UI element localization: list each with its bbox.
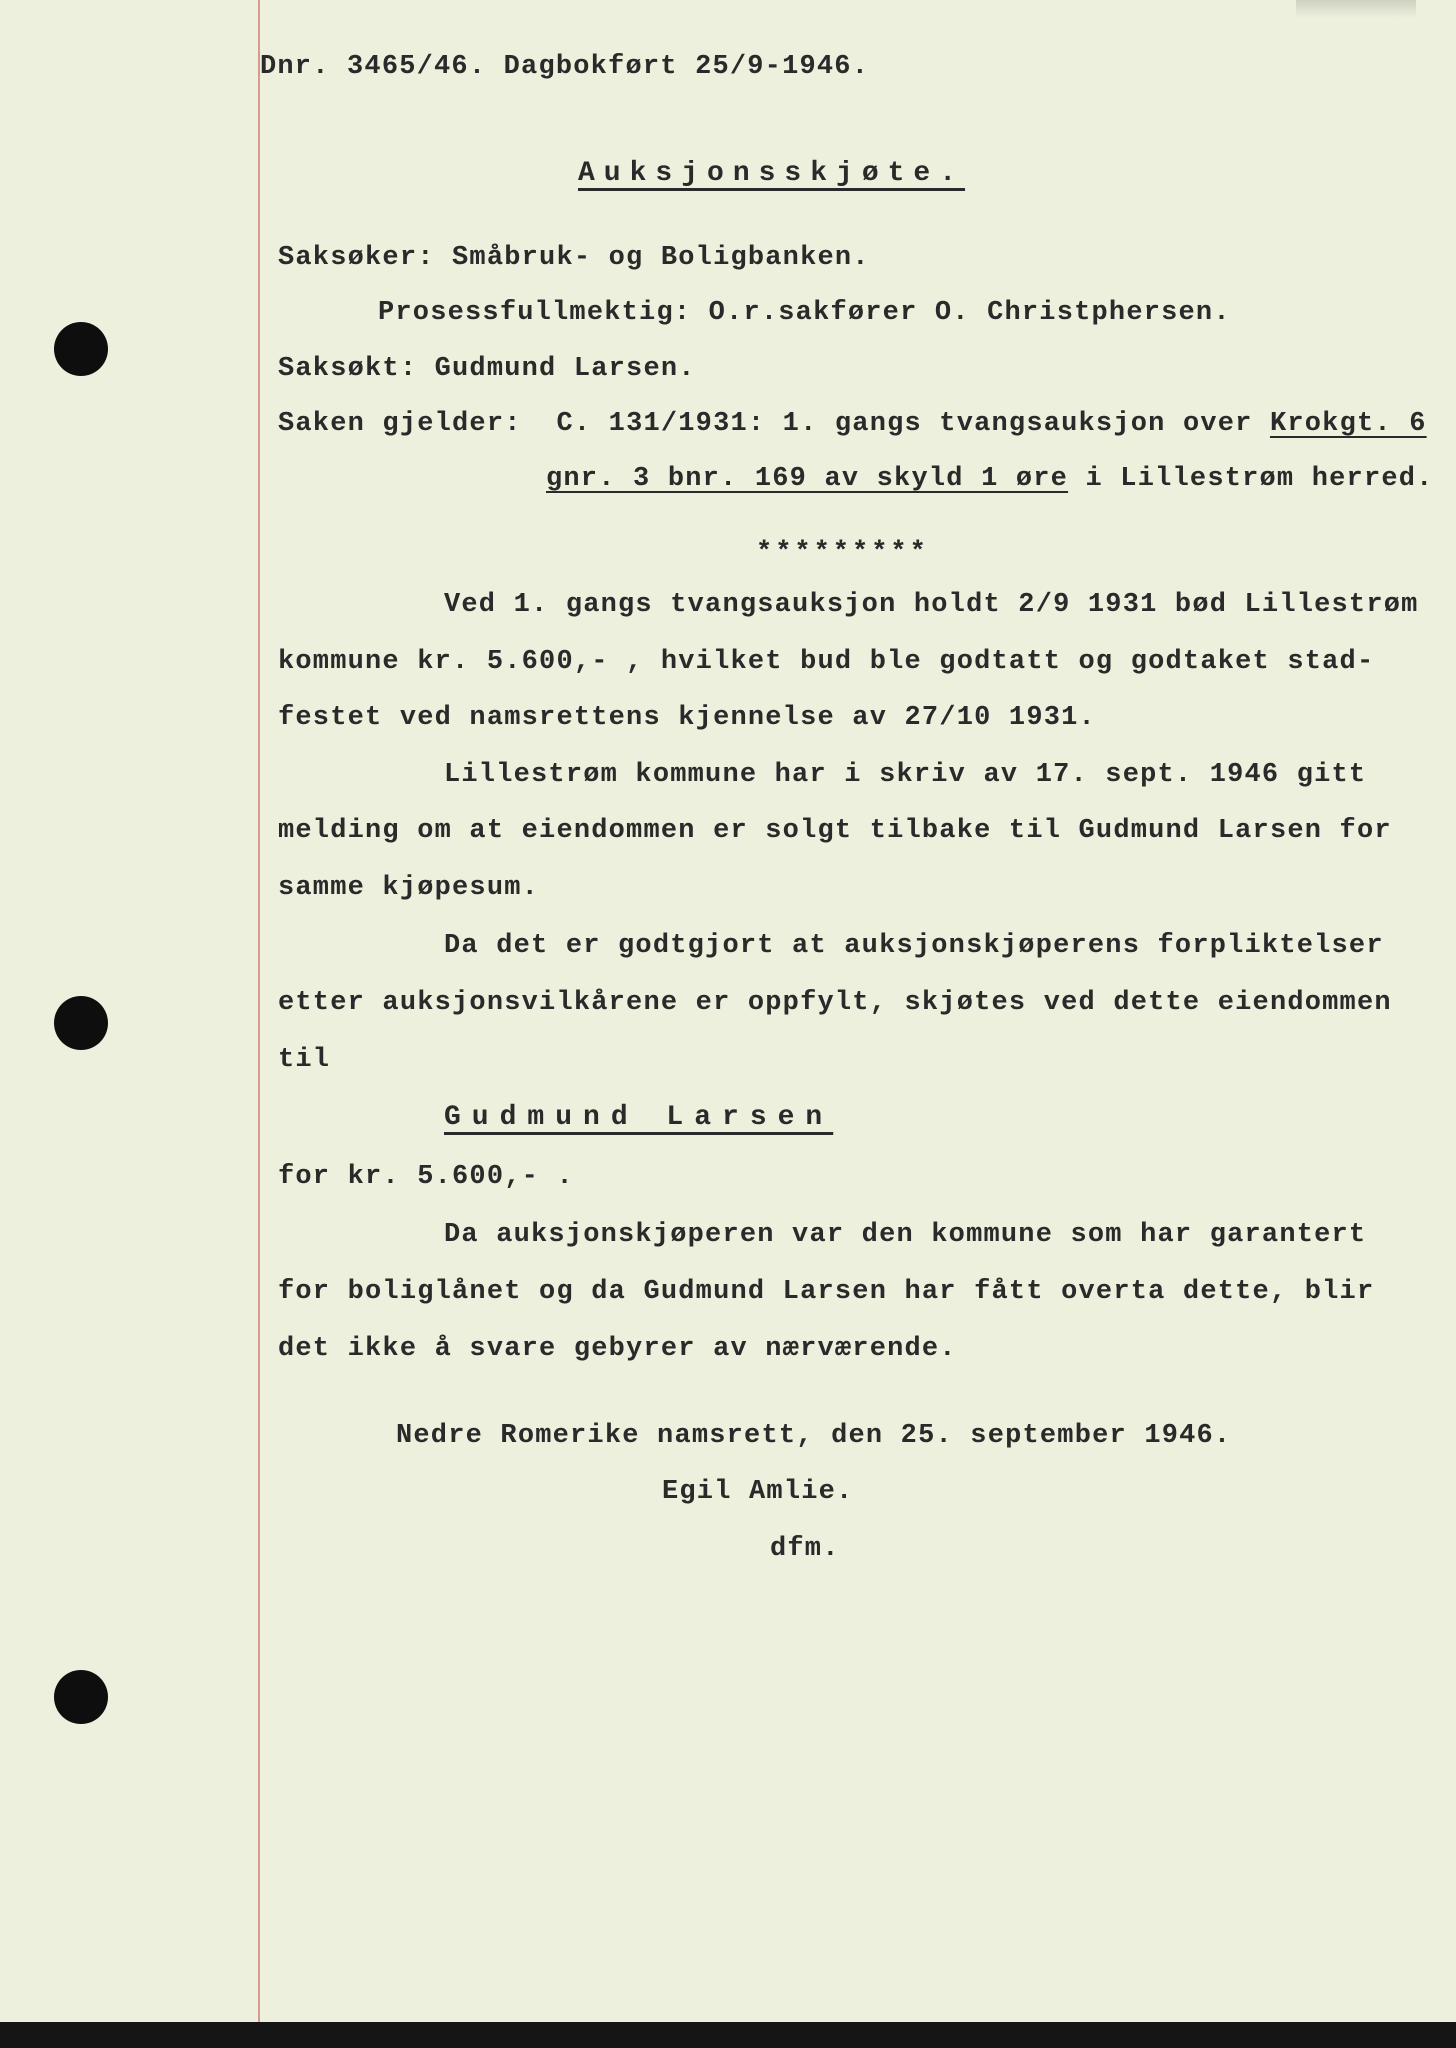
grantee-name: Gudmund Larsen [444, 1102, 834, 1133]
header-ref: Dnr. 3465/46. Dagbokført 25/9-1946. [260, 52, 870, 82]
scan-edge-mark [1296, 0, 1416, 18]
scan-bottom-edge [0, 2022, 1456, 2048]
case-label: Saken gjelder: [278, 409, 522, 439]
property-address: Krokgt. 6 [1269, 409, 1427, 439]
body-line: kommune kr. 5.600,- , hvilket bud ble godtatt og godtaket stad- [278, 647, 1375, 677]
body-line: Da auksjonskjøperen var den kommune som har garantert [444, 1220, 1367, 1250]
body-line: Lillestrøm kommune har i skriv av 17. sept. 1946 gitt [444, 760, 1367, 790]
property-municipality: i Lillestrøm herred. [1085, 464, 1434, 494]
punch-hole [54, 1670, 108, 1724]
body-line: til [278, 1045, 331, 1075]
property-cadastral: gnr. 3 bnr. 169 av skyld 1 øre [546, 464, 1069, 494]
margin-rule [258, 0, 260, 2048]
body-line: samme kjøpesum. [278, 873, 540, 903]
separator-stars: ********* [756, 538, 929, 568]
price-line: for kr. 5.600,- . [278, 1162, 574, 1192]
place-date: Nedre Romerike namsrett, den 25. september 1946. [396, 1421, 1232, 1451]
punch-hole [54, 996, 108, 1050]
defendant-line: Saksøkt: Gudmund Larsen. [278, 354, 696, 384]
punch-hole [54, 322, 108, 376]
document-title: Auksjonsskjøte. [578, 158, 966, 189]
body-line: festet ved namsrettens kjennelse av 27/10 1931. [278, 703, 1096, 733]
case-line-2 [546, 464, 1434, 494]
body-line: det ikke å svare gebyrer av nærværende. [278, 1334, 957, 1364]
body-line: for boliglånet og da Gudmund Larsen har fått overta dette, blir [278, 1277, 1375, 1307]
body-line: melding om at eiendommen er solgt tilbake til Gudmund Larsen for [278, 816, 1392, 846]
case-reference: C. 131/1931: 1. gangs tvangsauksjon over [556, 409, 1253, 439]
plaintiff-line: Saksøker: Småbruk- og Boligbanken. [278, 243, 870, 273]
case-line-1 [278, 409, 1427, 439]
body-line: Ved 1. gangs tvangsauksjon holdt 2/9 1931 bød Lillestrøm [444, 590, 1419, 620]
clerk-initials: dfm. [770, 1534, 840, 1564]
attorney-line: Prosessfullmektig: O.r.sakfører O. Christphersen. [378, 298, 1231, 328]
body-line: Da det er godtgjort at auksjonskjøperens forpliktelser [444, 931, 1384, 961]
body-line: etter auksjonsvilkårene er oppfylt, skjøtes ved dette eiendommen [278, 988, 1392, 1018]
signer-name: Egil Amlie. [662, 1477, 854, 1507]
